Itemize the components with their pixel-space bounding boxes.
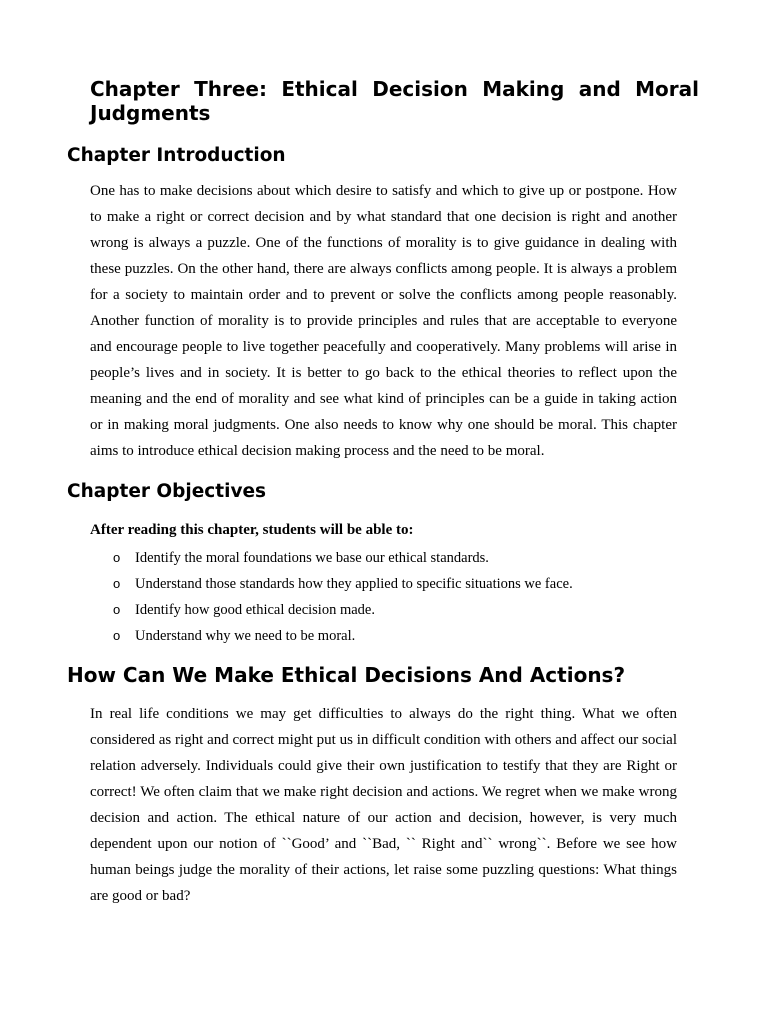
decisions-paragraph: In real life conditions we may get difficulties to always do the right thing. What we often considered as right and correct might put us in difficult condition with others and affect our social relation adversely. Individuals could give their own justification to testify that they are Right or correct! We often claim that we make right decision and actions. We regret when we make wrong decision and action. The ethical nature of our action and decision, however, is very much dependent upon our notion of ``Good’ and ``Bad, `` Right and`` wrong``. Before we see how human beings judge the morality of their actions, let raise some puzzling questions: What things are good or bad? (90, 706, 677, 904)
objective-text: Understand those standards how they applied to specific situations we face. (135, 576, 573, 592)
bullet-icon: o (113, 628, 121, 643)
introduction-heading: Chapter Introduction (67, 145, 286, 166)
bullet-icon: o (113, 550, 121, 565)
objective-text: Understand why we need to be moral. (135, 628, 356, 644)
decisions-heading: How Can We Make Ethical Decisions And Actions? (67, 663, 626, 687)
bullet-icon: o (113, 602, 121, 617)
bullet-icon: o (113, 576, 121, 591)
introduction-paragraph: One has to make decisions about which desire to satisfy and which to give up or postpone. How to make a right or correct decision and by what standard that one decision is right and another wrong is always a puzzle. One of the functions of morality is to give guidance in dealing with these puzzles. On the other hand, there are always conflicts among people. It is always a problem for a society to maintain order and to prevent or solve the conflicts among people reasonably. Another function of morality is to provide principles and rules that are acceptable to everyone and encourage people to live together peacefully and cooperatively. Many problems will arise in people’s lives and in society. It is better to go back to the ethical theories to reflect upon the meaning and the end of morality and see what kind of principles can be a guide in taking action or in making moral judgments. One also needs to know why one should be moral. This chapter aims to introduce ethical decision making process and the need to be moral. (90, 183, 677, 459)
objective-text: Identify the moral foundations we base our ethical standards. (135, 550, 489, 566)
objectives-lead: After reading this chapter, students will be able to: (90, 522, 414, 538)
objectives-heading: Chapter Objectives (67, 481, 267, 502)
chapter-title: Chapter Three: Ethical Decision Making and Moral Judgments (90, 77, 699, 125)
objective-text: Identify how good ethical decision made. (135, 602, 375, 618)
